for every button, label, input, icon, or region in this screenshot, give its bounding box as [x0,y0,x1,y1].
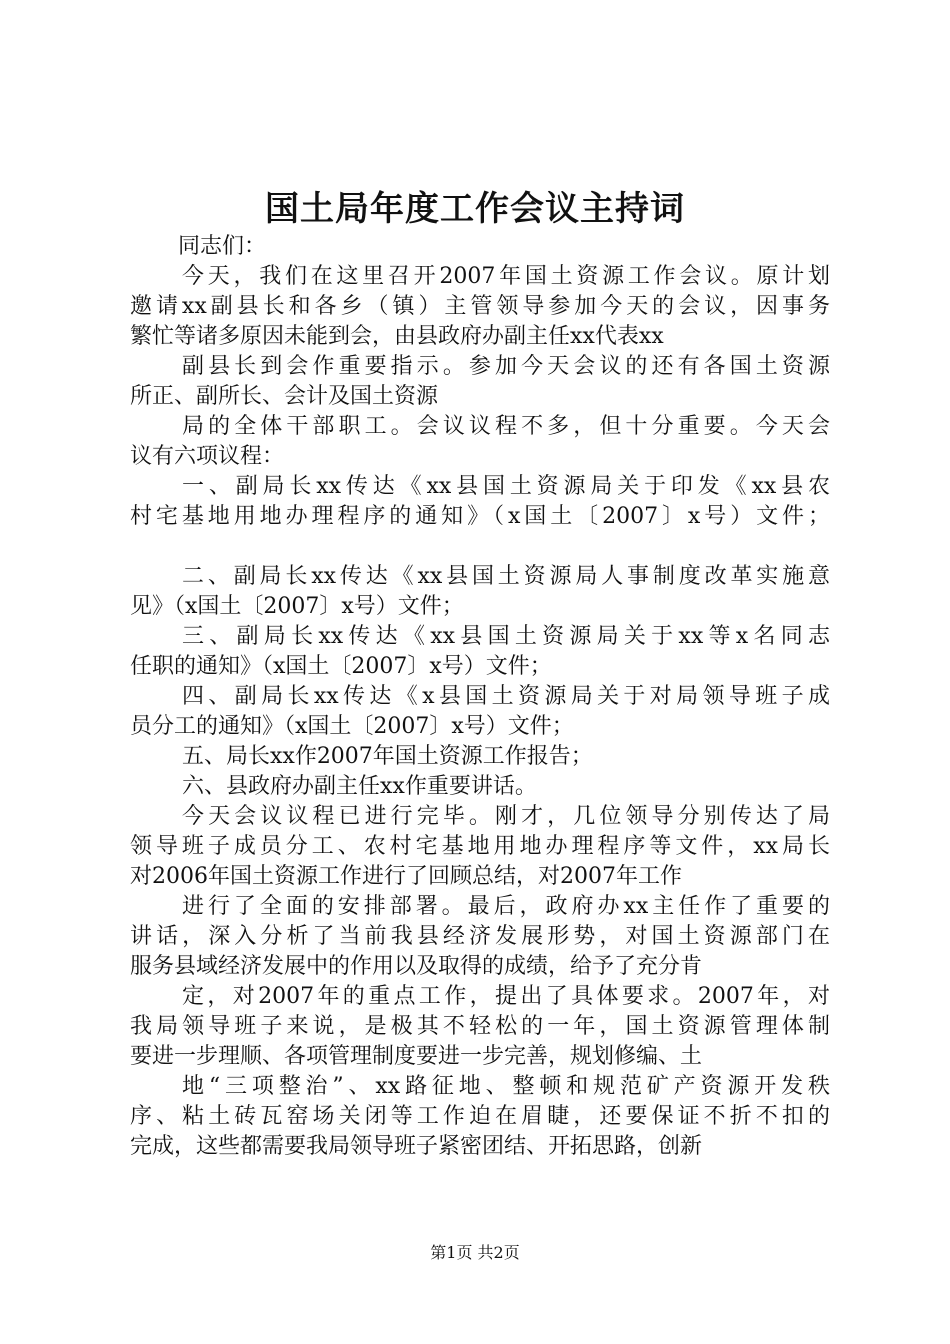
paragraph-line: 一、副局长xx传达《xx县国土资源局关于印发《xx县农 [182,474,830,499]
document-title: 国土局年度工作会议主持词 [265,189,685,229]
paragraph-line: 定，对2007年的重点工作，提出了具体要求。2007年，对 [182,984,830,1009]
paragraph-line: 同志们： [178,234,267,259]
paragraph-line: 讲话，深入分析了当前我县经济发展形势，对国土资源部门在 [130,924,830,949]
paragraph-line: 完成，这些都需要我局领导班子紧密团结、开拓思路，创新 [130,1134,703,1159]
paragraph-line: 五、局长xx作2007年国土资源工作报告； [182,744,593,769]
paragraph-line: 二、副局长xx传达《xx县国土资源局人事制度改革实施意 [182,564,830,589]
paragraph-line: 局的全体干部职工。会议议程不多，但十分重要。今天会 [182,414,830,439]
document-body [130,232,830,1162]
paragraph-line: 三、副局长xx传达《xx县国土资源局关于xx等x名同志 [182,624,830,649]
paragraph-line: 我局领导班子来说，是极其不轻松的一年，国土资源管理体制 [130,1014,830,1039]
paragraph-line: 对2006年国土资源工作进行了回顾总结，对2007年工作 [130,864,682,889]
paragraph-line: 村宅基地用地办理程序的通知》（x国土〔2007〕x号）文件； [130,504,830,529]
paragraph-line: 邀请xx副县长和各乡（镇）主管领导参加今天的会议，因事务 [130,294,830,319]
paragraph-line: 序、粘土砖瓦窑场关闭等工作迫在眉睫，还要保证不折不扣的 [130,1104,830,1129]
paragraph-spacer [130,532,830,562]
paragraph-line: 地“三项整治”、xx路征地、整顿和规范矿产资源开发秩 [182,1074,830,1099]
paragraph-line: 要进一步理顺、各项管理制度要进一步完善，规划修编、土 [130,1044,703,1069]
paragraph-line: 服务县域经济发展中的作用以及取得的成绩，给予了充分肯 [130,954,703,979]
paragraph-line: 今天会议议程已进行完毕。刚才，几位领导分别传达了局 [182,804,830,829]
paragraph-line: 繁忙等诸多原因未能到会，由县政府办副主任xx代表xx [130,324,664,349]
paragraph-line: 所正、副所长、会计及国土资源 [130,384,439,409]
paragraph-line: 六、县政府办副主任xx作重要讲话。 [182,774,537,799]
paragraph-line: 今天，我们在这里召开2007年国土资源工作会议。原计划 [182,264,830,289]
paragraph-line: 进行了全面的安排部署。最后，政府办xx主任作了重要的 [182,894,830,919]
paragraph-line: 副县长到会作重要指示。参加今天会议的还有各国土资源 [182,354,830,379]
paragraph-line: 领导班子成员分工、农村宅基地用地办理程序等文件，xx局长 [130,834,830,859]
paragraph-line: 议有六项议程： [130,444,285,469]
paragraph-line: 员分工的通知》（x国土〔2007〕x号）文件； [130,714,574,739]
paragraph-line: 任职的通知》（x国土〔2007〕x号）文件； [130,654,552,679]
paragraph-line: 四、副局长xx传达《x县国土资源局关于对局领导班子成 [182,684,830,709]
page-number: 第1页 共2页 [430,1243,520,1262]
paragraph-line: 见》（x国土〔2007〕x号）文件； [130,594,464,619]
